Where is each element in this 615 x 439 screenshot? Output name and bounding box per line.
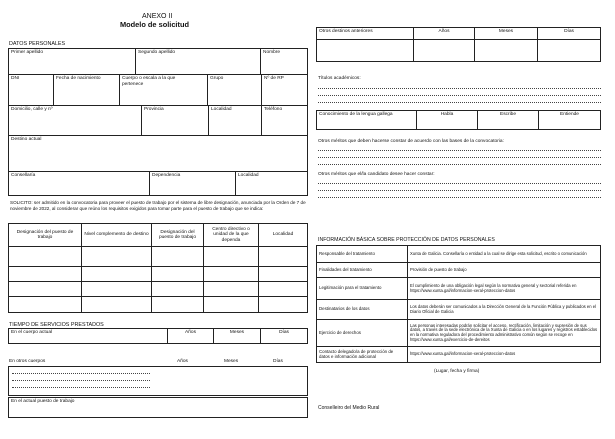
privacy-row-value: El cumplimiento de una obligación legal según la normativa general y sectorial referida en https://www.xunta.gal/informacion-xeral-proteccion-datos xyxy=(407,277,601,300)
privacy-row-value: Los datos deberán ser comunicados a la Dirección General de la Función Pública y publicados en el Diario Oficial de Galicia xyxy=(407,299,601,320)
dependency-label: Dependencia xyxy=(152,173,181,178)
galician-label: Conocimiento de la lengua gallega xyxy=(319,112,393,117)
rp-number-label: Nº de RP xyxy=(264,76,284,81)
merits-base-label: Otros méritos que deben hacerse constar de acuerdo con las bases de la convocatoria: xyxy=(318,139,504,144)
post-table-cell[interactable] xyxy=(81,266,152,282)
prev-posts-field[interactable] xyxy=(316,27,414,62)
locality-label: Localidad xyxy=(211,107,232,112)
form-title: Modelo de solicitud xyxy=(120,20,189,29)
post-table-cell[interactable] xyxy=(151,281,204,297)
current-body-years[interactable]: Años xyxy=(167,328,214,344)
privacy-row-label: Legitimación para el tratamiento xyxy=(316,277,408,300)
post-table-cell[interactable] xyxy=(151,266,204,282)
privacy-row-value: Xunta de Galicia. Consellaría o entidad a la cual se dirige esta solicitud, escrito o comunicación xyxy=(407,245,601,263)
group-field[interactable] xyxy=(207,74,262,106)
privacy-row-value: Las personas interesadas podrán solicitar el acceso, rectificación, limitación y supresión de sus datos, a través de la sede electrónica de la Xunta de Galicia o en los lugares y registros establecidos en la normativa reguladora del procedimiento administrativo común según se recoge en https://www.xunta.gal/exercicio-de-dereitos xyxy=(407,319,601,347)
locality-field[interactable] xyxy=(208,105,262,136)
post-col-locality: Localidad xyxy=(258,223,308,247)
address-label: Domicilio, calle y nº xyxy=(11,107,53,112)
phone-field[interactable] xyxy=(261,105,308,136)
locality2-field[interactable] xyxy=(235,171,308,196)
dni-label: DNI xyxy=(11,76,20,81)
other-bodies-box[interactable] xyxy=(8,366,308,396)
post-table-cell[interactable] xyxy=(258,296,308,313)
post-table-cell[interactable] xyxy=(258,246,308,267)
birth-date-field[interactable] xyxy=(53,74,120,106)
second-surname-label: Segundo apellido xyxy=(138,50,176,55)
department-field[interactable] xyxy=(8,171,150,196)
privacy-row-value: https://www.xunta.gal/informacion-xeral-proteccion-datos xyxy=(407,346,601,363)
prev-posts-label: Otros destinos anteriores xyxy=(319,29,373,34)
post-table-cell[interactable] xyxy=(8,246,82,267)
addressee-label: Conselleiro del Medio Rural xyxy=(318,405,380,411)
post-col-level: Nivel complemento de destino xyxy=(81,223,152,247)
privacy-row-label: Destinatarios de los datos xyxy=(316,299,408,320)
current-body-months[interactable]: Meses xyxy=(213,328,261,344)
current-post-field[interactable] xyxy=(8,135,308,172)
place-date-label: (Lugar, fecha y firma) xyxy=(434,369,480,374)
second-surname-field[interactable] xyxy=(135,48,261,75)
first-surname-label: Primer apellido xyxy=(11,50,43,55)
post-table-cell[interactable] xyxy=(81,296,152,313)
other-bodies-years: Años xyxy=(177,359,188,364)
post-table-cell[interactable] xyxy=(8,266,82,282)
galician-write[interactable]: Escribe xyxy=(477,110,539,130)
first-surname-field[interactable] xyxy=(8,48,136,75)
privacy-row-label: Contacto delegado/a de protección de datos e información adicional xyxy=(316,346,408,363)
birth-date-label: Fecha de nacimiento xyxy=(56,76,101,81)
post-table-cell[interactable] xyxy=(203,281,259,297)
province-label: Provincia xyxy=(144,107,164,112)
galician-speak[interactable]: Habla xyxy=(416,110,478,130)
prev-posts-months[interactable]: Meses xyxy=(474,27,538,62)
post-table-cell[interactable] xyxy=(151,296,204,313)
post-table-cell[interactable] xyxy=(151,246,204,267)
prev-posts-days[interactable]: Días xyxy=(537,27,601,62)
locality2-label: Localidad xyxy=(238,173,259,178)
post-table-cell[interactable] xyxy=(203,246,259,267)
other-bodies-months: Meses xyxy=(224,359,239,364)
other-bodies-days: Días xyxy=(273,359,283,364)
galician-understand[interactable]: Entiende xyxy=(538,110,601,130)
current-body-field[interactable] xyxy=(8,328,168,344)
current-post-label: Destino actual xyxy=(11,137,42,142)
phone-label: Teléfono xyxy=(264,107,283,112)
prev-posts-years[interactable]: Años xyxy=(413,27,475,62)
rp-number-field[interactable] xyxy=(261,74,308,106)
current-body-days[interactable]: Días xyxy=(260,328,308,344)
galician-field xyxy=(316,110,417,130)
dni-field[interactable] xyxy=(8,74,54,106)
personal-section-title: DATOS PERSONALES xyxy=(9,41,66,47)
dependency-field[interactable] xyxy=(149,171,236,196)
post-table-cell[interactable] xyxy=(203,266,259,282)
department-label: Consellaría xyxy=(11,173,36,178)
post-table-cell[interactable] xyxy=(258,281,308,297)
address-field[interactable] xyxy=(8,105,142,136)
privacy-row-label: Ejercicio de derechos xyxy=(316,319,408,347)
annex-label: ANEXO II xyxy=(142,13,173,20)
post-table-cell[interactable] xyxy=(8,296,82,313)
body-scale-label: Cuerpo o escala a la que pertenece xyxy=(122,76,176,87)
post-table-cell[interactable] xyxy=(258,266,308,282)
post-col-designation: Designación del puesto de trabajo xyxy=(8,223,82,247)
body-scale-field[interactable] xyxy=(119,74,208,106)
post-col-designation2: Designación del puesto de trabajo xyxy=(151,223,204,247)
post-table-cell[interactable] xyxy=(81,246,152,267)
current-body-label: En el cuerpo actual xyxy=(11,330,53,335)
request-text: SOLICITO: ser admitido en la convocatoria para proveer el puesto de trabajo por el sistema de libre designación, anunciada por la Orden de 7 de noviembre de 2022, al considerar que reúno los requisitos exigidos para tomar parte para el puesto de trabajo que se indica: xyxy=(10,200,306,211)
privacy-row-label: Responsable del tratamiento xyxy=(316,245,408,263)
current-post-time-label: En el actual puesto de trabajo xyxy=(11,399,75,404)
service-section-title: TIEMPO DE SERVICIOS PRESTADOS xyxy=(9,322,104,328)
name-field[interactable] xyxy=(260,48,308,75)
group-label: Grupo xyxy=(210,76,224,81)
privacy-row-label: Finalidades del tratamiento xyxy=(316,262,408,278)
other-bodies-label: En otros cuerpos xyxy=(9,359,46,364)
current-post-time-field[interactable] xyxy=(8,397,308,418)
privacy-section-title: INFORMACIÓN BÁSICA SOBRE PROTECCIÓN DE DATOS PERSONALES xyxy=(318,237,495,243)
province-field[interactable] xyxy=(141,105,209,136)
name-label: Nombre xyxy=(263,50,281,55)
merits-candidate-label: Otros méritos que el/la candidato desee hacer constar: xyxy=(318,172,435,177)
post-table-cell[interactable] xyxy=(81,281,152,297)
post-col-unit: Centro directivo o unidad de la que dependa xyxy=(203,223,259,247)
post-table-cell[interactable] xyxy=(203,296,259,313)
post-table-cell[interactable] xyxy=(8,281,82,297)
privacy-row-value: Provisión de puesto de trabajo xyxy=(407,262,601,278)
academic-label: Títulos académicos: xyxy=(318,76,361,81)
